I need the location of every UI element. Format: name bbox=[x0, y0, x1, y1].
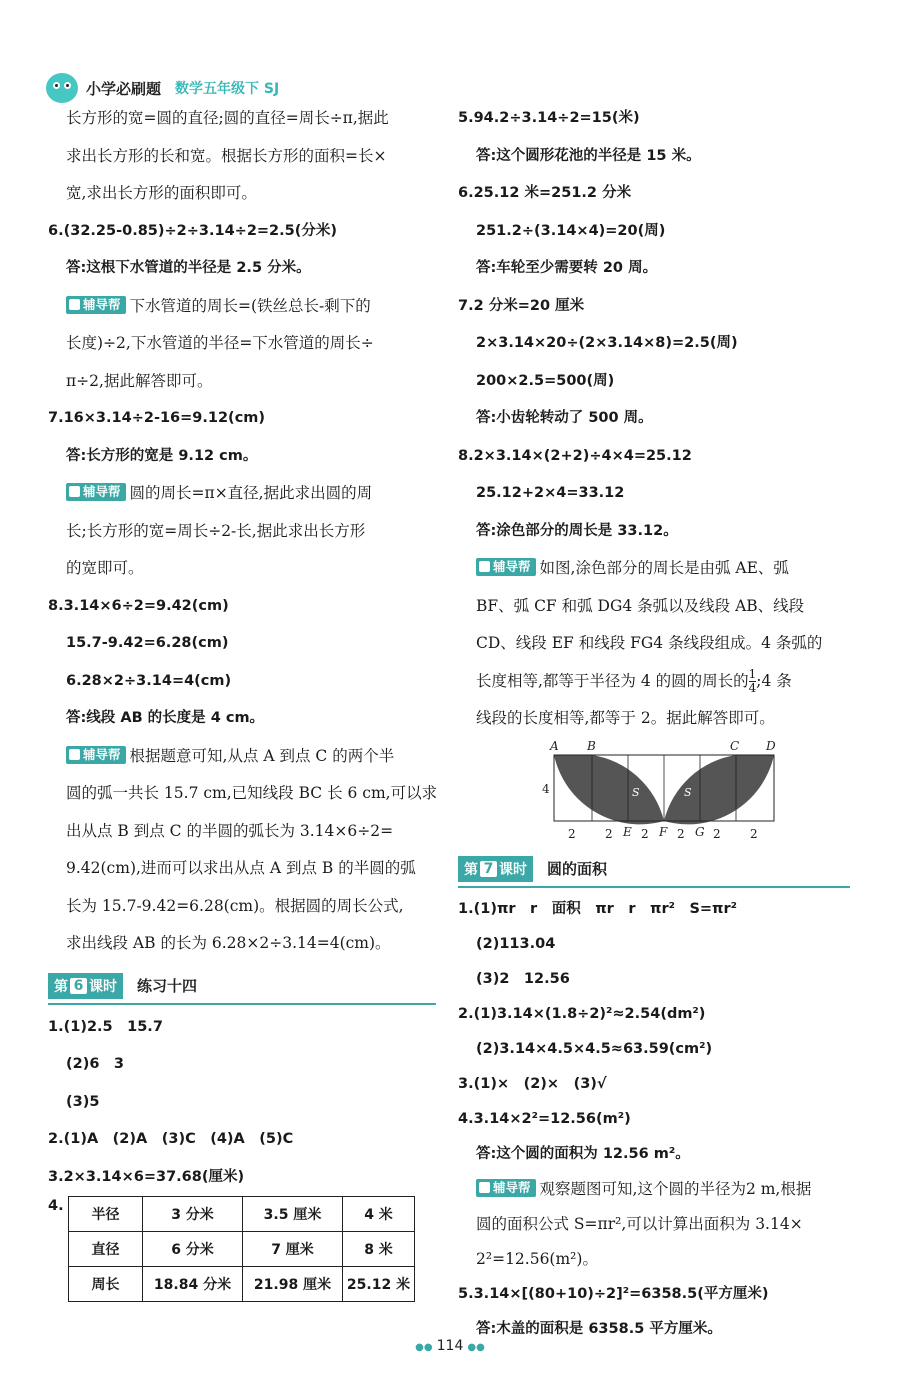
fig-label-b: B bbox=[587, 738, 596, 753]
answer-7-conclusion: 答:小齿轮转动了 500 周。 bbox=[476, 410, 653, 426]
fig-label-s2: S bbox=[684, 785, 692, 799]
text-line: π÷2,据此解答即可。 bbox=[66, 371, 213, 390]
exercise-5-conclusion: 答:木盖的面积是 6358.5 平方厘米。 bbox=[476, 1320, 722, 1337]
tip-badge: 辅导帮 bbox=[476, 1179, 536, 1197]
table-row bbox=[69, 1232, 415, 1267]
answer-7: 7.16×3.14÷2-16=9.12(cm) bbox=[48, 410, 266, 426]
text-line: 2²=12.56(m²)。 bbox=[476, 1249, 598, 1268]
answer-6-step: 251.2÷(3.14×4)=20(周) bbox=[476, 222, 666, 239]
text-line: 出从点 B 到点 C 的半圆的弧长为 3.14×6÷2= bbox=[66, 821, 394, 840]
answer-5-conclusion: 答:这个圆形花池的半径是 15 米。 bbox=[476, 147, 701, 164]
exercise-2: 2.(1)3.14×(1.8÷2)²≈2.54(dm²) bbox=[458, 1005, 706, 1022]
answer-5: 5.94.2÷3.14÷2=15(米) bbox=[458, 110, 640, 126]
tip-icon bbox=[69, 299, 80, 310]
answer-7-step: 2×3.14×20÷(2×3.14×8)=2.5(周) bbox=[476, 335, 738, 351]
svg-text:E: E bbox=[623, 824, 632, 839]
exercise-1-part: (3)2 12.56 bbox=[476, 970, 570, 987]
shaded-region-s2 bbox=[664, 755, 774, 824]
exercise-3: 3.2×3.14×6=37.68(厘米) bbox=[48, 1168, 245, 1185]
exercise-1-part: (2)6 3 bbox=[66, 1056, 125, 1072]
answer-7-conclusion: 答:长方形的宽是 9.12 cm。 bbox=[66, 447, 258, 464]
shaded-region-s1 bbox=[554, 755, 664, 824]
tip-icon bbox=[69, 486, 80, 497]
text-line: 圆的弧一共长 15.7 cm,已知线段 BC 长 6 cm,可以求 bbox=[66, 784, 438, 802]
svg-text:2: 2 bbox=[641, 826, 649, 841]
svg-text:2: 2 bbox=[605, 826, 613, 841]
tip-8: 辅导帮 如图,涂色部分的周长是由弧 AE、弧 bbox=[458, 550, 850, 588]
left-column bbox=[48, 100, 436, 1302]
section-header-7 bbox=[458, 852, 850, 888]
exercise-1-part: (2)113.04 bbox=[476, 935, 556, 952]
tip-icon bbox=[479, 561, 490, 572]
answer-8-step: 25.12+2×4=33.12 bbox=[476, 485, 625, 501]
svg-text:G: G bbox=[695, 824, 705, 839]
lesson-badge: 第 7 课时 bbox=[458, 856, 533, 882]
text-line: 长度)÷2,下水管道的半径=下水管道的周长÷ bbox=[66, 334, 374, 352]
table-row-header: 半径 bbox=[69, 1197, 143, 1232]
table-row bbox=[69, 1267, 415, 1302]
tip-8: 辅导帮 根据题意可知,从点 A 到点 C 的两个半 bbox=[48, 738, 436, 776]
fraction: $\frac{1}{4}$ bbox=[748, 667, 757, 695]
fig-label-a: A bbox=[550, 738, 559, 753]
text-line: 长度相等,都等于半径为 4 的圆的周长的 $\frac{1}{4}$ ;4 条 bbox=[476, 667, 792, 695]
text-line: 9.42(cm),进而可以求出从点 A 到点 B 的半圆的弧 bbox=[66, 859, 416, 877]
exercise-4: 4.3.14×2²=12.56(m²) bbox=[458, 1110, 631, 1127]
text-line: 长;长方形的宽=周长÷2-长,据此求出长方形 bbox=[66, 521, 366, 540]
table-row-header: 周长 bbox=[69, 1267, 143, 1302]
text-line: 长方形的宽=圆的直径;圆的直径=周长÷π,据此 bbox=[66, 109, 389, 127]
text-line: 求出线段 AB 的长为 6.28×2÷3.14=4(cm)。 bbox=[66, 934, 391, 952]
table-cell: 8 米 bbox=[343, 1232, 415, 1267]
tip-badge: 辅导帮 bbox=[66, 296, 126, 314]
section-title: 圆的面积 bbox=[547, 860, 608, 878]
table-cell: 3 分米 bbox=[143, 1197, 243, 1232]
shaded-arcs-figure bbox=[458, 738, 850, 850]
book-subtitle: 数学五年级下 SJ bbox=[175, 81, 280, 97]
exercise-1: 1.(1)2.5 15.7 bbox=[48, 1018, 163, 1035]
table-cell: 3.5 厘米 bbox=[243, 1197, 343, 1232]
exercise-1: 1.(1)πr r 面积 πr r πr² S=πr² bbox=[458, 900, 738, 917]
figure-svg bbox=[458, 738, 850, 850]
svg-text:2: 2 bbox=[750, 826, 758, 841]
text-line: 线段的长度相等,都等于 2。据此解答即可。 bbox=[476, 709, 775, 727]
section-title: 练习十四 bbox=[137, 977, 198, 995]
tip-icon bbox=[479, 1182, 490, 1193]
svg-text:2: 2 bbox=[713, 826, 721, 841]
fig-label-s1: S bbox=[632, 785, 640, 799]
answer-7: 7.2 分米=20 厘米 bbox=[458, 297, 585, 314]
text-line: BF、弧 CF 和弧 DG4 条弧以及线段 AB、线段 bbox=[476, 596, 805, 615]
tip-6: 辅导帮 下水管道的周长=(铁丝总长-剩下的 bbox=[48, 288, 436, 326]
table-cell: 7 厘米 bbox=[243, 1232, 343, 1267]
lesson-badge: 第 6 课时 bbox=[48, 973, 123, 999]
right-column bbox=[458, 100, 850, 1347]
tip-4: 辅导帮 观察题图可知,这个圆的半径为2 m,根据 bbox=[458, 1172, 850, 1207]
answer-8-step: 15.7-9.42=6.28(cm) bbox=[66, 635, 229, 651]
table-cell: 18.84 分米 bbox=[143, 1267, 243, 1302]
answer-6-conclusion: 答:车轮至少需要转 20 周。 bbox=[476, 260, 658, 276]
book-title: 小学必刷题 bbox=[86, 79, 162, 98]
tip-badge: 辅导帮 bbox=[66, 483, 126, 501]
fig-label-d: D bbox=[766, 738, 776, 753]
answer-8: 8.3.14×6÷2=9.42(cm) bbox=[48, 597, 229, 614]
text-line: 长为 15.7-9.42=6.28(cm)。根据圆的周长公式, bbox=[66, 896, 404, 915]
fig-side-label: 4 bbox=[542, 781, 550, 796]
answer-6-conclusion: 答:这根下水管道的半径是 2.5 分米。 bbox=[66, 260, 311, 276]
text-line: 的宽即可。 bbox=[66, 559, 144, 577]
table-row bbox=[69, 1197, 415, 1232]
answer-8-conclusion: 答:线段 AB 的长度是 4 cm。 bbox=[66, 710, 265, 726]
answer-8-step: 6.28×2÷3.14=4(cm) bbox=[66, 672, 232, 689]
answer-8-conclusion: 答:涂色部分的周长是 33.12。 bbox=[476, 522, 678, 539]
table-row-header: 直径 bbox=[69, 1232, 143, 1267]
circle-table bbox=[68, 1196, 415, 1302]
text-line: CD、线段 EF 和线段 FG4 条线段组成。4 条弧的 bbox=[476, 634, 823, 652]
table-cell: 4 米 bbox=[343, 1197, 415, 1232]
fig-label-c: C bbox=[730, 738, 740, 753]
exercise-3: 3.(1)× (2)× (3)√ bbox=[458, 1075, 607, 1092]
exercise-2-part: (2)3.14×4.5×4.5≈63.59(cm²) bbox=[476, 1040, 713, 1057]
answer-7-step: 200×2.5=500(周) bbox=[476, 372, 615, 389]
exercise-5: 5.3.14×[(80+10)÷2]²=6358.5(平方厘米) bbox=[458, 1285, 769, 1302]
svg-text:2: 2 bbox=[677, 826, 685, 841]
tip-7: 辅导帮 圆的周长=π×直径,据此求出圆的周 bbox=[48, 475, 436, 513]
answer-6: 6.(32.25-0.85)÷2÷3.14÷2=2.5(分米) bbox=[48, 222, 338, 239]
tip-badge: 辅导帮 bbox=[476, 558, 536, 576]
exercise-2: 2.(1)A (2)A (3)C (4)A (5)C bbox=[48, 1131, 294, 1147]
exercise-4 bbox=[48, 1196, 436, 1302]
tip-badge: 辅导帮 bbox=[66, 746, 126, 764]
answer-6: 6.25.12 米=251.2 分米 bbox=[458, 185, 632, 201]
table-cell: 25.12 米 bbox=[343, 1267, 415, 1302]
svg-text:F: F bbox=[659, 824, 668, 839]
answer-8: 8.2×3.14×(2+2)÷4×4=25.12 bbox=[458, 447, 692, 464]
page-number: ●● 114 ●● bbox=[415, 1338, 485, 1354]
mascot-logo-icon bbox=[46, 73, 78, 103]
text-line: 求出长方形的长和宽。根据长方形的面积=长× bbox=[66, 146, 387, 165]
text-line: 圆的面积公式 S=πr²,可以计算出面积为 3.14× bbox=[476, 1214, 803, 1233]
tip-icon bbox=[69, 749, 80, 760]
svg-text:2: 2 bbox=[568, 826, 576, 841]
exercise-4-conclusion: 答:这个圆的面积为 12.56 m²。 bbox=[476, 1145, 690, 1162]
table-cell: 21.98 厘米 bbox=[243, 1267, 343, 1302]
table-cell: 6 分米 bbox=[143, 1232, 243, 1267]
text-line: 宽,求出长方形的面积即可。 bbox=[66, 184, 257, 202]
section-header-6 bbox=[48, 969, 436, 1005]
exercise-4-number: 4. bbox=[48, 1198, 64, 1214]
exercise-1-part: (3)5 bbox=[66, 1093, 100, 1110]
